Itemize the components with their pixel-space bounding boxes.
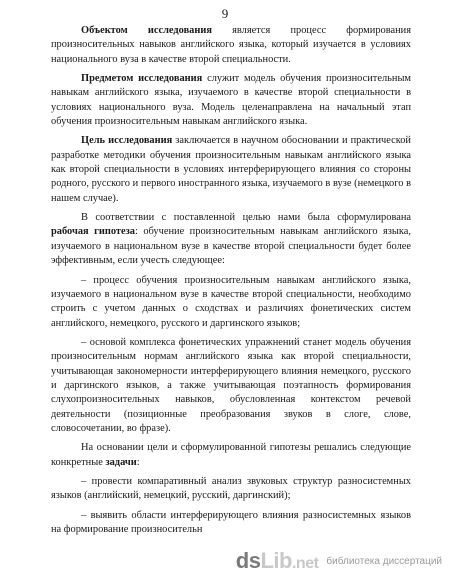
term-tasks: задачи — [105, 456, 137, 468]
dslib-logo — [236, 550, 319, 572]
paragraph-text: – процесс обучения произносительным навыкам английского языка, изучаемого в национальном вузе в качестве второй специальности, необходимо строить с учетом данных о сходствах и различиях фонетических систем английского, немецкого, русского и даргинского языков; — [51, 274, 411, 329]
paragraph-text: – основой комплекса фонетических упражнений станет модель обучения произносительным нормам английского языка как второй специальности, учитывающая закономерности интерферирующего влияния немецкого, русского и даргинского языков, а также учитывающая поэтапность формирования слухопроизносительных навыков, обусловленная контекстом речевой деятельности (позиционные преобразования звуков в слоге, слове, словосочетании, во фразе). — [51, 336, 411, 434]
tasks-colon: : — [136, 456, 140, 468]
document-body — [51, 24, 411, 537]
paragraph-task-2 — [51, 509, 411, 538]
term-subject: Предметом исследования — [81, 73, 203, 85]
term-object: Объектом исследования — [81, 25, 212, 36]
paragraph-tasks — [51, 441, 411, 470]
paragraph-text: На основании цели и сформулированной гипотезы решались следующие конкретные — [51, 442, 411, 468]
logo-ds: ds — [235, 548, 261, 573]
paragraph-goal — [51, 134, 411, 206]
paragraph-subject — [51, 72, 411, 129]
paragraph-text: заключается в научном обосновании и практической разработке методики обучения произносительным навыкам английского языка как второй специальности в условиях интерферирующего влияния со стороны родного, русского и первого иностранного языка, изучаемого в вузе (немецкого в нашем случае). — [51, 135, 411, 204]
paragraph-task-1 — [51, 475, 411, 504]
paragraph-hypothesis-point-2 — [51, 336, 411, 436]
paragraph-text: является процесс формирования произносительных навыков английского языка, который изучается в условиях национального вуза в качестве второй специальности. — [51, 25, 411, 65]
paragraph-text: – выявить области интерферирующего влияния разносистемных языков на формирование произносительн — [51, 509, 411, 535]
page-number: 9 — [221, 6, 229, 21]
paragraph-object — [51, 24, 411, 67]
logo-net: .net — [291, 555, 319, 572]
paragraph-text: В соответствии с поставленной целью нами была сформулирована — [81, 212, 411, 224]
term-hypothesis: рабочая гипотеза — [51, 226, 135, 238]
watermark — [236, 546, 442, 576]
term-goal: Цель исследования — [81, 135, 173, 147]
paragraph-text: служит модель обучения произносительным навыкам английского языка, изучаемого в качестве второй специальности в условиях национального вуза. Модель целенаправлена на начальный этап обучения произносительным навыкам английского языка. — [51, 73, 412, 128]
paragraph-hypothesis-point-1 — [51, 274, 411, 331]
watermark-caption: библиотека диссертаций — [326, 555, 442, 567]
paragraph-text: – провести компаративный анализ звуковых структур разносистемных языков (английский, немецкий, русский, даргинский); — [51, 475, 411, 502]
hypothesis-text: : обучение произносительным навыкам английского языка, изучаемого в национальном вузе в качестве второй специальности будет более эффективным, если учесть следующее: — [51, 226, 411, 267]
logo-lib: Lib — [260, 548, 292, 573]
paragraph-hypothesis — [51, 211, 411, 268]
